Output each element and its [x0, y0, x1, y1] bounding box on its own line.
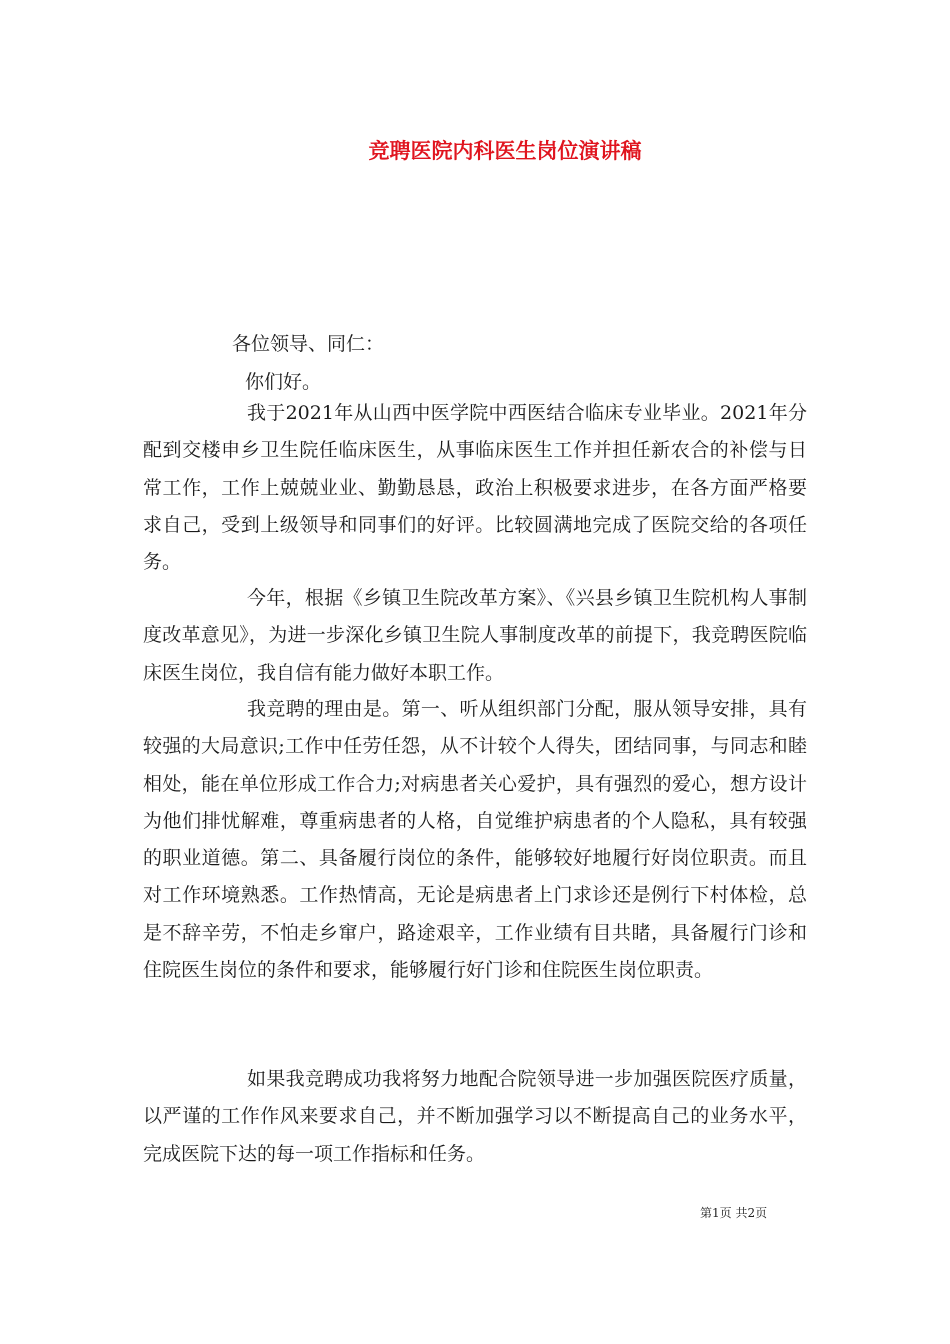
greeting: 你们好。 [245, 371, 322, 393]
paragraph-education-background: 我于2021年从山西中医学院中西医结合临床专业毕业。2021年分配到交楼申乡卫生院任临床医生，从事临床医生工作并担任新农合的补偿与日常工作，工作上兢兢业业、勤勤恳恳，政治上积极要求进步，在各方面严格要求自己，受到上级领导和同事们的好评。比较圆满地完成了医院交给的各项任务。 [143, 402, 807, 574]
page-number-footer: 第1页 共2页 [700, 1206, 768, 1220]
paragraph-commitment: 如果我竞聘成功我将努力地配合院领导进一步加强医院医疗质量，以严谨的工作作风来要求自己，并不断加强学习以不断提高自己的业务水平，完成医院下达的每一项工作指标和任务。 [143, 1068, 807, 1165]
document-title: 竞聘医院内科医生岗位演讲稿 [368, 138, 642, 163]
paragraph-reasons: 我竞聘的理由是。第一、听从组织部门分配，服从领导安排，具有较强的大局意识;工作中任劳任怨，从不计较个人得失，团结同事，与同志和睦相处，能在单位形成工作合力;对病患者关心爱护，具有强烈的爱心，想方设计为他们排忧解难，尊重病患者的人格，自觉维护病患者的个人隐私，具有较强的职业道德。第二、具备履行岗位的条件，能够较好地履行好岗位职责。而且对工作环境熟悉。工作热情高，无论是病患者上门求诊还是例行下村体检，总是不辞辛劳，不怕走乡窜户，路途艰辛，工作业绩有目共睹，具备履行门诊和住院医生岗位的条件和要求，能够履行好门诊和住院医生岗位职责。 [143, 698, 807, 982]
paragraph-reform-context: 今年，根据《乡镇卫生院改革方案》、《兴县乡镇卫生院机构人事制度改革意见》，为进一步深化乡镇卫生院人事制度改革的前提下，我竞聘医院临床医生岗位，我自信有能力做好本职工作。 [143, 587, 807, 684]
salutation: 各位领导、同仁： [232, 333, 385, 355]
